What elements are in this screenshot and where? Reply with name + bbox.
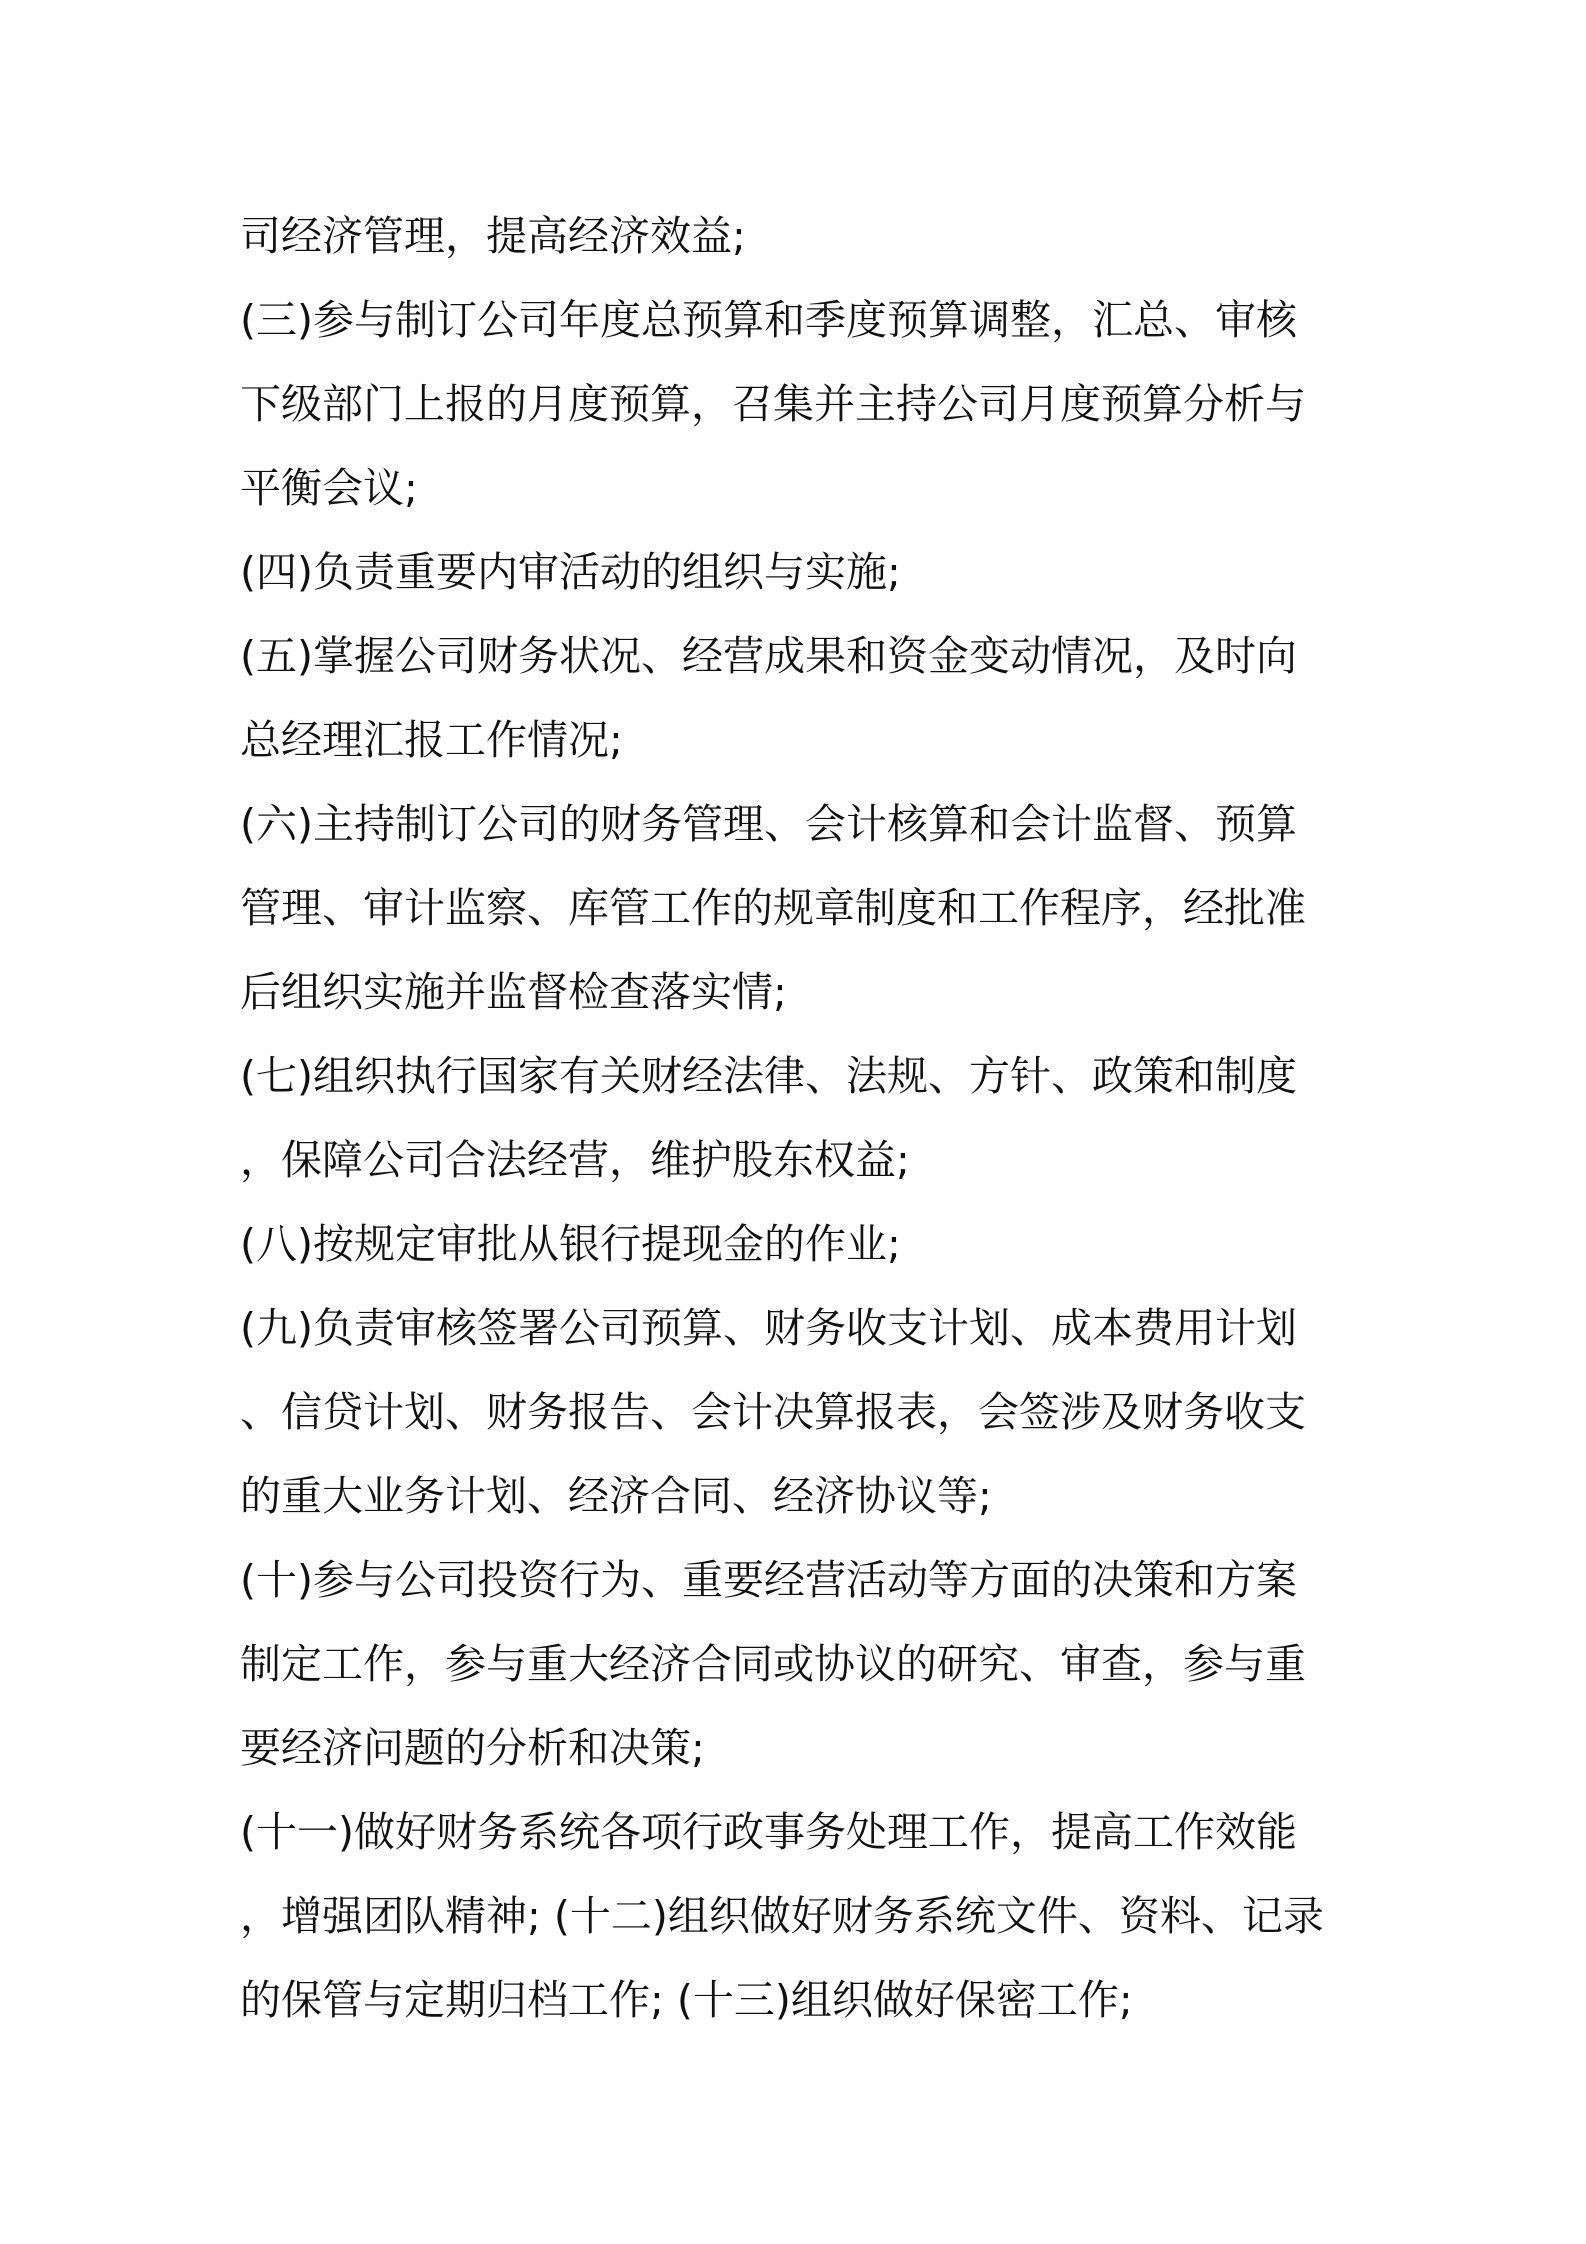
- text-line: 管理、审计监察、库管工作的规章制度和工作程序，经批准: [240, 884, 1306, 932]
- text-line: 、信贷计划、财务报告、会计决算报表，会签涉及财务收支: [240, 1388, 1306, 1436]
- text-line: (十一)做好财务系统各项行政事务处理工作，提高工作效能: [240, 1808, 1297, 1856]
- text-line: (四)负责重要内审活动的组织与实施;: [240, 548, 901, 596]
- document-body: [240, 194, 1360, 2042]
- text-line: 平衡会议;: [240, 464, 418, 512]
- text-line: 下级部门上报的月度预算，召集并主持公司月度预算分析与: [240, 380, 1306, 428]
- text-line: 的保管与定期归档工作; (十三)组织做好保密工作;: [240, 1976, 1133, 2024]
- text-line: (七)组织执行国家有关财经法律、法规、方针、政策和制度: [240, 1052, 1297, 1100]
- text-line: (十)参与公司投资行为、重要经营活动等方面的决策和方案: [240, 1556, 1297, 1604]
- text-line: ，保障公司合法经营，维护股东权益;: [240, 1136, 910, 1184]
- text-line: 制定工作，参与重大经济合同或协议的研究、审查，参与重: [240, 1640, 1306, 1688]
- text-line: (九)负责审核签署公司预算、财务收支计划、成本费用计划: [240, 1304, 1297, 1352]
- text-line: (六)主持制订公司的财务管理、会计核算和会计监督、预算: [240, 800, 1297, 848]
- text-line: 总经理汇报工作情况;: [240, 716, 623, 764]
- text-line: 后组织实施并监督检查落实情;: [240, 968, 787, 1016]
- text-line: (三)参与制订公司年度总预算和季度预算调整，汇总、审核: [240, 296, 1297, 344]
- text-line: ，增强团队精神; (十二)组织做好财务系统文件、资料、记录: [240, 1892, 1324, 1940]
- text-line: (八)按规定审批从银行提现金的作业;: [240, 1220, 901, 1268]
- text-line: 要经济问题的分析和决策;: [240, 1724, 705, 1772]
- text-line: (五)掌握公司财务状况、经营成果和资金变动情况，及时向: [240, 632, 1297, 680]
- text-line: 司经济管理，提高经济效益;: [240, 212, 746, 260]
- text-line: 的重大业务计划、经济合同、经济协议等;: [240, 1472, 992, 1520]
